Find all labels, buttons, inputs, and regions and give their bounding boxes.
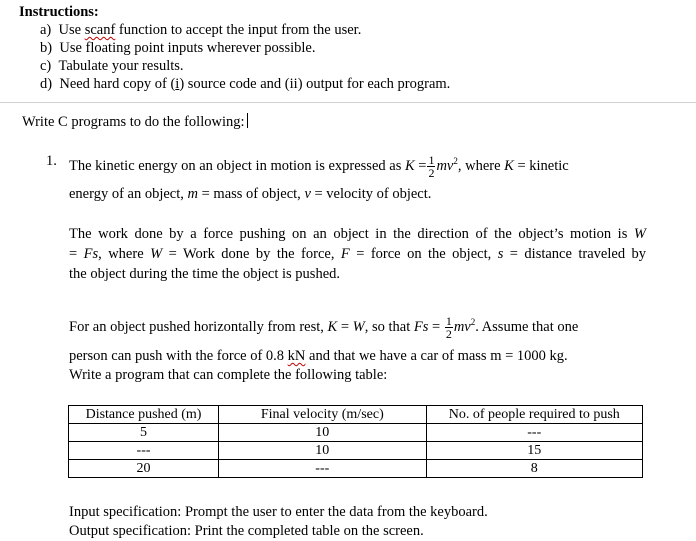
table-cell: 8 <box>426 460 642 478</box>
section-divider <box>0 102 696 103</box>
table-cell: --- <box>426 424 642 442</box>
table-cell: 10 <box>219 424 426 442</box>
push-line-3: Write a program that can complete the following table: <box>69 367 388 383</box>
results-table <box>68 405 643 478</box>
table-header-cell: Final velocity (m/sec) <box>219 406 426 424</box>
table-cell: --- <box>219 460 426 478</box>
table-cell: 15 <box>426 442 642 460</box>
instruction-item-d: d) Need hard copy of (i) source code and (ii) output for each program. <box>40 76 451 92</box>
problem-line-1: The kinetic energy on an object in motion is expressed as K = $\frac{1}{2}$ $mv^2$, where K = kinetic <box>69 153 569 180</box>
text-cursor <box>247 113 248 128</box>
spellcheck-word: scanf <box>84 22 116 38</box>
output-specification: Output specification: Print the completed table on the screen. <box>69 523 424 539</box>
table-cell: --- <box>69 442 219 460</box>
table-header-cell: No. of people required to push <box>426 406 642 424</box>
instruction-item-b: b) Use floating point inputs wherever possible. <box>40 40 316 56</box>
prompt-line: Write C programs to do the following: <box>22 113 248 131</box>
instruction-item-a: a) Use scanf function to accept the input from the user. <box>40 22 362 38</box>
table-cell: 5 <box>69 424 219 442</box>
table-row <box>69 460 643 478</box>
push-line-2: person can push with the force of 0.8 kN and that we have a car of mass m = 1000 kg. <box>69 348 568 364</box>
work-line-1: The work done by a force pushing on an object in the direction of the object’s motion is W <box>69 226 646 242</box>
instruction-item-c: c) Tabulate your results. <box>40 58 184 74</box>
table-header-cell: Distance pushed (m) <box>69 406 219 424</box>
table-cell: 20 <box>69 460 219 478</box>
work-line-3: the object during the time the object is pushed. <box>69 266 341 282</box>
fraction-half: $\frac{1}{2}$ <box>428 153 435 180</box>
problem-line-2: energy of an object, m = mass of object, v = velocity of object. <box>69 186 432 202</box>
table-row <box>69 442 643 460</box>
table-header-row <box>69 406 643 424</box>
instructions-heading: Instructions: <box>19 4 99 20</box>
spellcheck-word-kn: kN <box>287 348 306 364</box>
problem-number: 1. <box>46 153 57 169</box>
work-line-2: = Fs, where W = Work done by the force, F = force on the object, s = distance traveled by <box>69 246 647 262</box>
fraction-half-2: $\frac{1}{2}$ <box>445 314 452 341</box>
input-specification: Input specification: Prompt the user to enter the data from the keyboard. <box>69 504 488 520</box>
push-line-1: For an object pushed horizontally from rest, K = W, so that Fs = $\frac{1}{2}$ $mv^2$. Assume that one <box>69 314 579 341</box>
table-row <box>69 424 643 442</box>
table-cell: 10 <box>219 442 426 460</box>
